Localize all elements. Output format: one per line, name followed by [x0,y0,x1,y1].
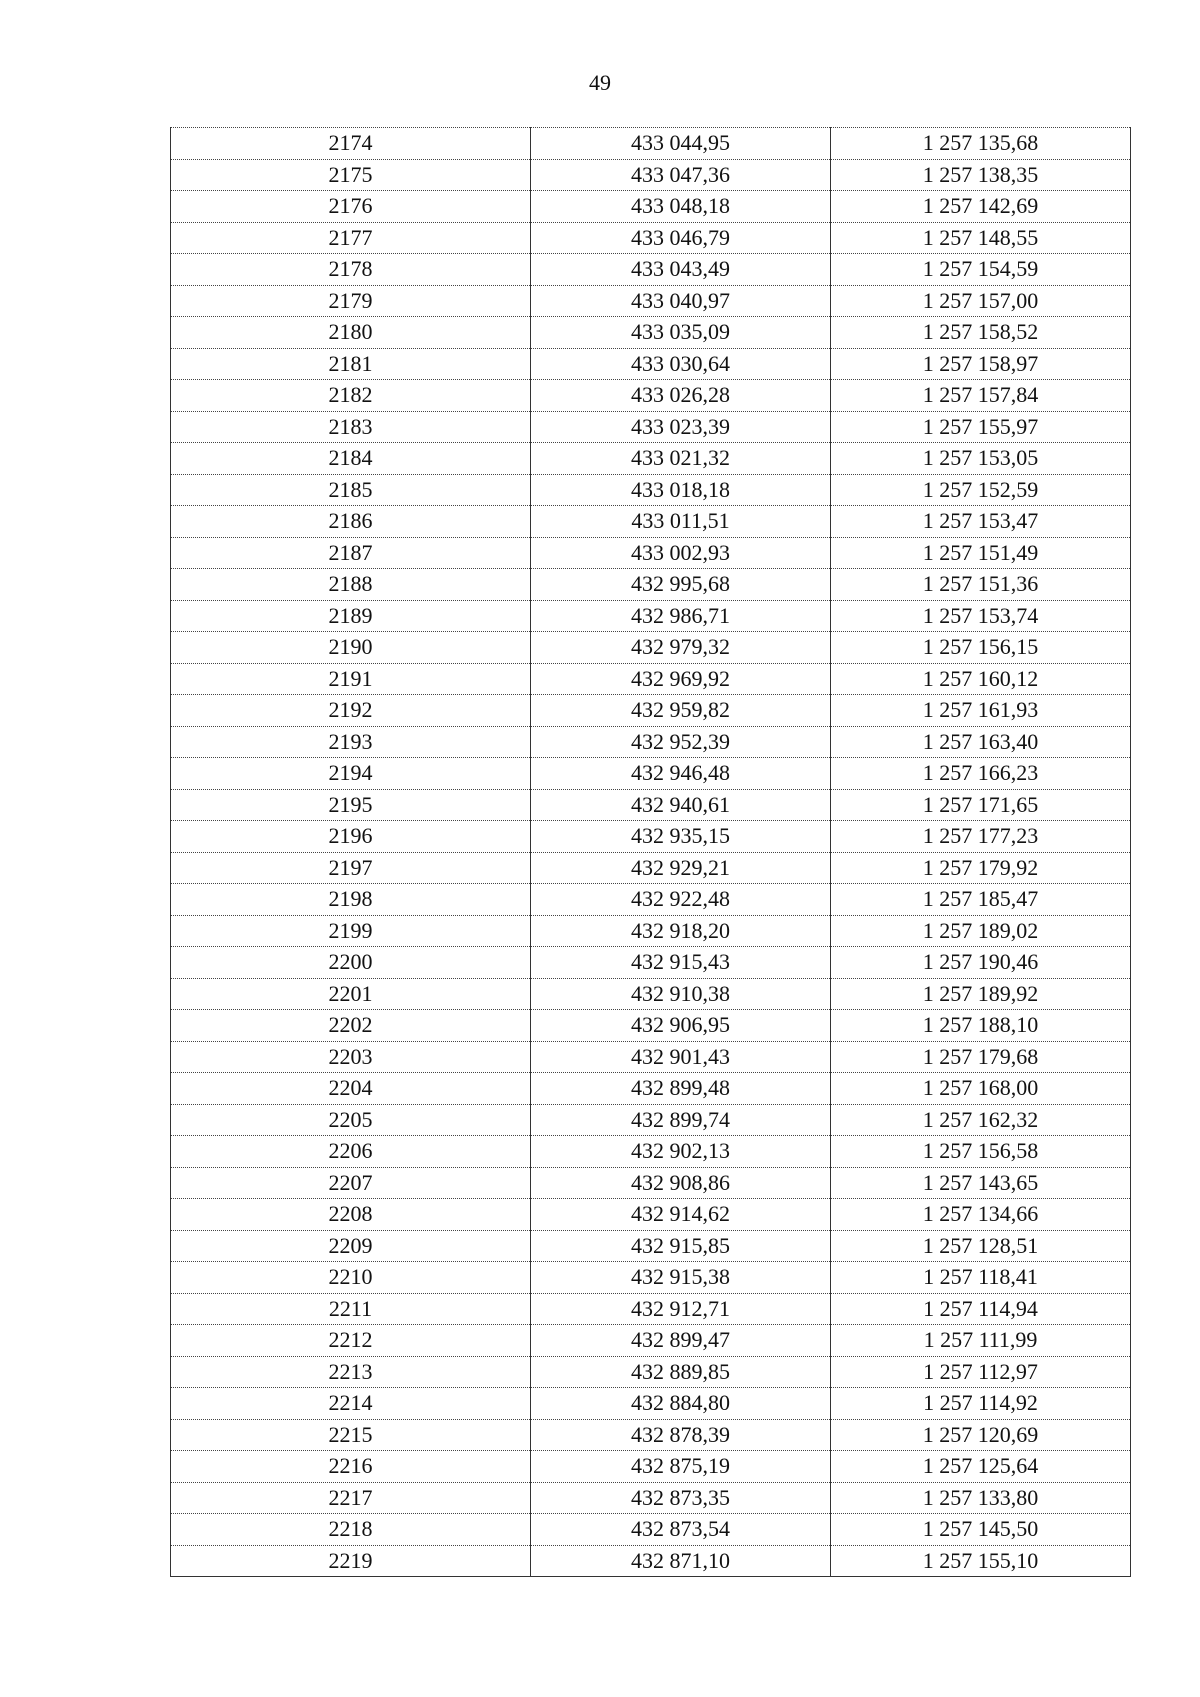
point-number-cell: 2185 [171,474,531,506]
x-coordinate-cell: 432 935,15 [531,821,831,853]
point-number-cell: 2218 [171,1514,531,1546]
x-coordinate-cell: 433 023,39 [531,411,831,443]
table-row [171,1293,1131,1325]
point-number-cell: 2200 [171,947,531,979]
point-number-cell: 2191 [171,663,531,695]
table-row [171,1325,1131,1357]
x-coordinate-cell: 433 026,28 [531,380,831,412]
point-number-cell: 2214 [171,1388,531,1420]
table-row [171,1356,1131,1388]
point-number-cell: 2175 [171,159,531,191]
point-number-cell: 2198 [171,884,531,916]
y-coordinate-cell: 1 257 157,00 [831,285,1131,317]
y-coordinate-cell: 1 257 168,00 [831,1073,1131,1105]
x-coordinate-cell: 432 929,21 [531,852,831,884]
table-row [171,506,1131,538]
table-row [171,348,1131,380]
x-coordinate-cell: 432 959,82 [531,695,831,727]
coordinates-table [170,127,1131,1577]
point-number-cell: 2196 [171,821,531,853]
table-row [171,1041,1131,1073]
y-coordinate-cell: 1 257 156,58 [831,1136,1131,1168]
x-coordinate-cell: 432 899,48 [531,1073,831,1105]
y-coordinate-cell: 1 257 133,80 [831,1482,1131,1514]
point-number-cell: 2209 [171,1230,531,1262]
y-coordinate-cell: 1 257 161,93 [831,695,1131,727]
point-number-cell: 2177 [171,222,531,254]
y-coordinate-cell: 1 257 120,69 [831,1419,1131,1451]
point-number-cell: 2203 [171,1041,531,1073]
x-coordinate-cell: 433 047,36 [531,159,831,191]
y-coordinate-cell: 1 257 125,64 [831,1451,1131,1483]
table-row [171,1073,1131,1105]
point-number-cell: 2213 [171,1356,531,1388]
table-row [171,474,1131,506]
table-body [171,128,1131,1577]
y-coordinate-cell: 1 257 112,97 [831,1356,1131,1388]
point-number-cell: 2219 [171,1545,531,1577]
table-row [171,978,1131,1010]
table-row [171,852,1131,884]
x-coordinate-cell: 432 918,20 [531,915,831,947]
table-row [171,380,1131,412]
table-row [171,317,1131,349]
point-number-cell: 2212 [171,1325,531,1357]
x-coordinate-cell: 432 906,95 [531,1010,831,1042]
point-number-cell: 2193 [171,726,531,758]
table-row [171,159,1131,191]
y-coordinate-cell: 1 257 153,74 [831,600,1131,632]
point-number-cell: 2184 [171,443,531,475]
point-number-cell: 2202 [171,1010,531,1042]
table-row [171,1514,1131,1546]
page-number: 49 [589,70,611,95]
y-coordinate-cell: 1 257 142,69 [831,191,1131,223]
table-row [171,1167,1131,1199]
y-coordinate-cell: 1 257 155,10 [831,1545,1131,1577]
y-coordinate-cell: 1 257 153,05 [831,443,1131,475]
y-coordinate-cell: 1 257 118,41 [831,1262,1131,1294]
x-coordinate-cell: 433 040,97 [531,285,831,317]
x-coordinate-cell: 432 889,85 [531,1356,831,1388]
table-row [171,947,1131,979]
y-coordinate-cell: 1 257 163,40 [831,726,1131,758]
point-number-cell: 2197 [171,852,531,884]
table-row [171,789,1131,821]
y-coordinate-cell: 1 257 179,68 [831,1041,1131,1073]
x-coordinate-cell: 432 901,43 [531,1041,831,1073]
y-coordinate-cell: 1 257 158,52 [831,317,1131,349]
point-number-cell: 2187 [171,537,531,569]
point-number-cell: 2201 [171,978,531,1010]
point-number-cell: 2217 [171,1482,531,1514]
x-coordinate-cell: 432 902,13 [531,1136,831,1168]
table-row [171,884,1131,916]
y-coordinate-cell: 1 257 143,65 [831,1167,1131,1199]
point-number-cell: 2195 [171,789,531,821]
x-coordinate-cell: 433 011,51 [531,506,831,538]
y-coordinate-cell: 1 257 114,94 [831,1293,1131,1325]
x-coordinate-cell: 432 910,38 [531,978,831,1010]
x-coordinate-cell: 432 915,38 [531,1262,831,1294]
table-row [171,632,1131,664]
y-coordinate-cell: 1 257 162,32 [831,1104,1131,1136]
x-coordinate-cell: 432 969,92 [531,663,831,695]
y-coordinate-cell: 1 257 179,92 [831,852,1131,884]
point-number-cell: 2211 [171,1293,531,1325]
table-row [171,915,1131,947]
y-coordinate-cell: 1 257 156,15 [831,632,1131,664]
y-coordinate-cell: 1 257 171,65 [831,789,1131,821]
point-number-cell: 2186 [171,506,531,538]
table-row [171,285,1131,317]
x-coordinate-cell: 432 873,35 [531,1482,831,1514]
x-coordinate-cell: 432 979,32 [531,632,831,664]
table-row [171,1136,1131,1168]
x-coordinate-cell: 433 021,32 [531,443,831,475]
table-row [171,537,1131,569]
y-coordinate-cell: 1 257 111,99 [831,1325,1131,1357]
table-row [171,443,1131,475]
y-coordinate-cell: 1 257 114,92 [831,1388,1131,1420]
y-coordinate-cell: 1 257 189,02 [831,915,1131,947]
table-row [171,191,1131,223]
x-coordinate-cell: 432 952,39 [531,726,831,758]
x-coordinate-cell: 432 922,48 [531,884,831,916]
point-number-cell: 2199 [171,915,531,947]
x-coordinate-cell: 433 043,49 [531,254,831,286]
point-number-cell: 2183 [171,411,531,443]
table-row [171,1388,1131,1420]
table-row [171,695,1131,727]
table-row [171,1199,1131,1231]
x-coordinate-cell: 432 899,47 [531,1325,831,1357]
table-row [171,1104,1131,1136]
x-coordinate-cell: 432 946,48 [531,758,831,790]
y-coordinate-cell: 1 257 188,10 [831,1010,1131,1042]
table-row [171,758,1131,790]
y-coordinate-cell: 1 257 158,97 [831,348,1131,380]
table-row [171,411,1131,443]
y-coordinate-cell: 1 257 128,51 [831,1230,1131,1262]
y-coordinate-cell: 1 257 160,12 [831,663,1131,695]
x-coordinate-cell: 432 995,68 [531,569,831,601]
x-coordinate-cell: 432 915,85 [531,1230,831,1262]
table-row [171,726,1131,758]
y-coordinate-cell: 1 257 135,68 [831,128,1131,160]
table-row [171,821,1131,853]
y-coordinate-cell: 1 257 189,92 [831,978,1131,1010]
x-coordinate-cell: 433 046,79 [531,222,831,254]
x-coordinate-cell: 432 908,86 [531,1167,831,1199]
x-coordinate-cell: 432 915,43 [531,947,831,979]
y-coordinate-cell: 1 257 157,84 [831,380,1131,412]
x-coordinate-cell: 432 899,74 [531,1104,831,1136]
y-coordinate-cell: 1 257 151,49 [831,537,1131,569]
point-number-cell: 2194 [171,758,531,790]
y-coordinate-cell: 1 257 151,36 [831,569,1131,601]
point-number-cell: 2181 [171,348,531,380]
x-coordinate-cell: 432 875,19 [531,1451,831,1483]
table-row [171,1230,1131,1262]
x-coordinate-cell: 432 884,80 [531,1388,831,1420]
table-row [171,1262,1131,1294]
y-coordinate-cell: 1 257 154,59 [831,254,1131,286]
y-coordinate-cell: 1 257 177,23 [831,821,1131,853]
x-coordinate-cell: 432 940,61 [531,789,831,821]
point-number-cell: 2188 [171,569,531,601]
x-coordinate-cell: 433 030,64 [531,348,831,380]
y-coordinate-cell: 1 257 166,23 [831,758,1131,790]
x-coordinate-cell: 432 871,10 [531,1545,831,1577]
table-row [171,222,1131,254]
x-coordinate-cell: 432 914,62 [531,1199,831,1231]
x-coordinate-cell: 433 035,09 [531,317,831,349]
point-number-cell: 2178 [171,254,531,286]
table-row [171,1482,1131,1514]
table-row [171,1010,1131,1042]
point-number-cell: 2182 [171,380,531,412]
x-coordinate-cell: 432 878,39 [531,1419,831,1451]
x-coordinate-cell: 433 002,93 [531,537,831,569]
point-number-cell: 2190 [171,632,531,664]
table-row [171,569,1131,601]
y-coordinate-cell: 1 257 152,59 [831,474,1131,506]
table-row [171,254,1131,286]
table-row [171,128,1131,160]
x-coordinate-cell: 432 986,71 [531,600,831,632]
table-row [171,1545,1131,1577]
x-coordinate-cell: 433 018,18 [531,474,831,506]
point-number-cell: 2174 [171,128,531,160]
x-coordinate-cell: 433 048,18 [531,191,831,223]
table-row [171,1419,1131,1451]
x-coordinate-cell: 432 873,54 [531,1514,831,1546]
point-number-cell: 2179 [171,285,531,317]
point-number-cell: 2180 [171,317,531,349]
y-coordinate-cell: 1 257 145,50 [831,1514,1131,1546]
point-number-cell: 2189 [171,600,531,632]
point-number-cell: 2176 [171,191,531,223]
y-coordinate-cell: 1 257 185,47 [831,884,1131,916]
point-number-cell: 2205 [171,1104,531,1136]
point-number-cell: 2192 [171,695,531,727]
point-number-cell: 2204 [171,1073,531,1105]
point-number-cell: 2207 [171,1167,531,1199]
point-number-cell: 2215 [171,1419,531,1451]
point-number-cell: 2206 [171,1136,531,1168]
y-coordinate-cell: 1 257 153,47 [831,506,1131,538]
x-coordinate-cell: 433 044,95 [531,128,831,160]
table-row [171,600,1131,632]
table-row [171,1451,1131,1483]
y-coordinate-cell: 1 257 155,97 [831,411,1131,443]
y-coordinate-cell: 1 257 148,55 [831,222,1131,254]
point-number-cell: 2210 [171,1262,531,1294]
point-number-cell: 2208 [171,1199,531,1231]
y-coordinate-cell: 1 257 190,46 [831,947,1131,979]
table-row [171,663,1131,695]
x-coordinate-cell: 432 912,71 [531,1293,831,1325]
y-coordinate-cell: 1 257 134,66 [831,1199,1131,1231]
y-coordinate-cell: 1 257 138,35 [831,159,1131,191]
point-number-cell: 2216 [171,1451,531,1483]
